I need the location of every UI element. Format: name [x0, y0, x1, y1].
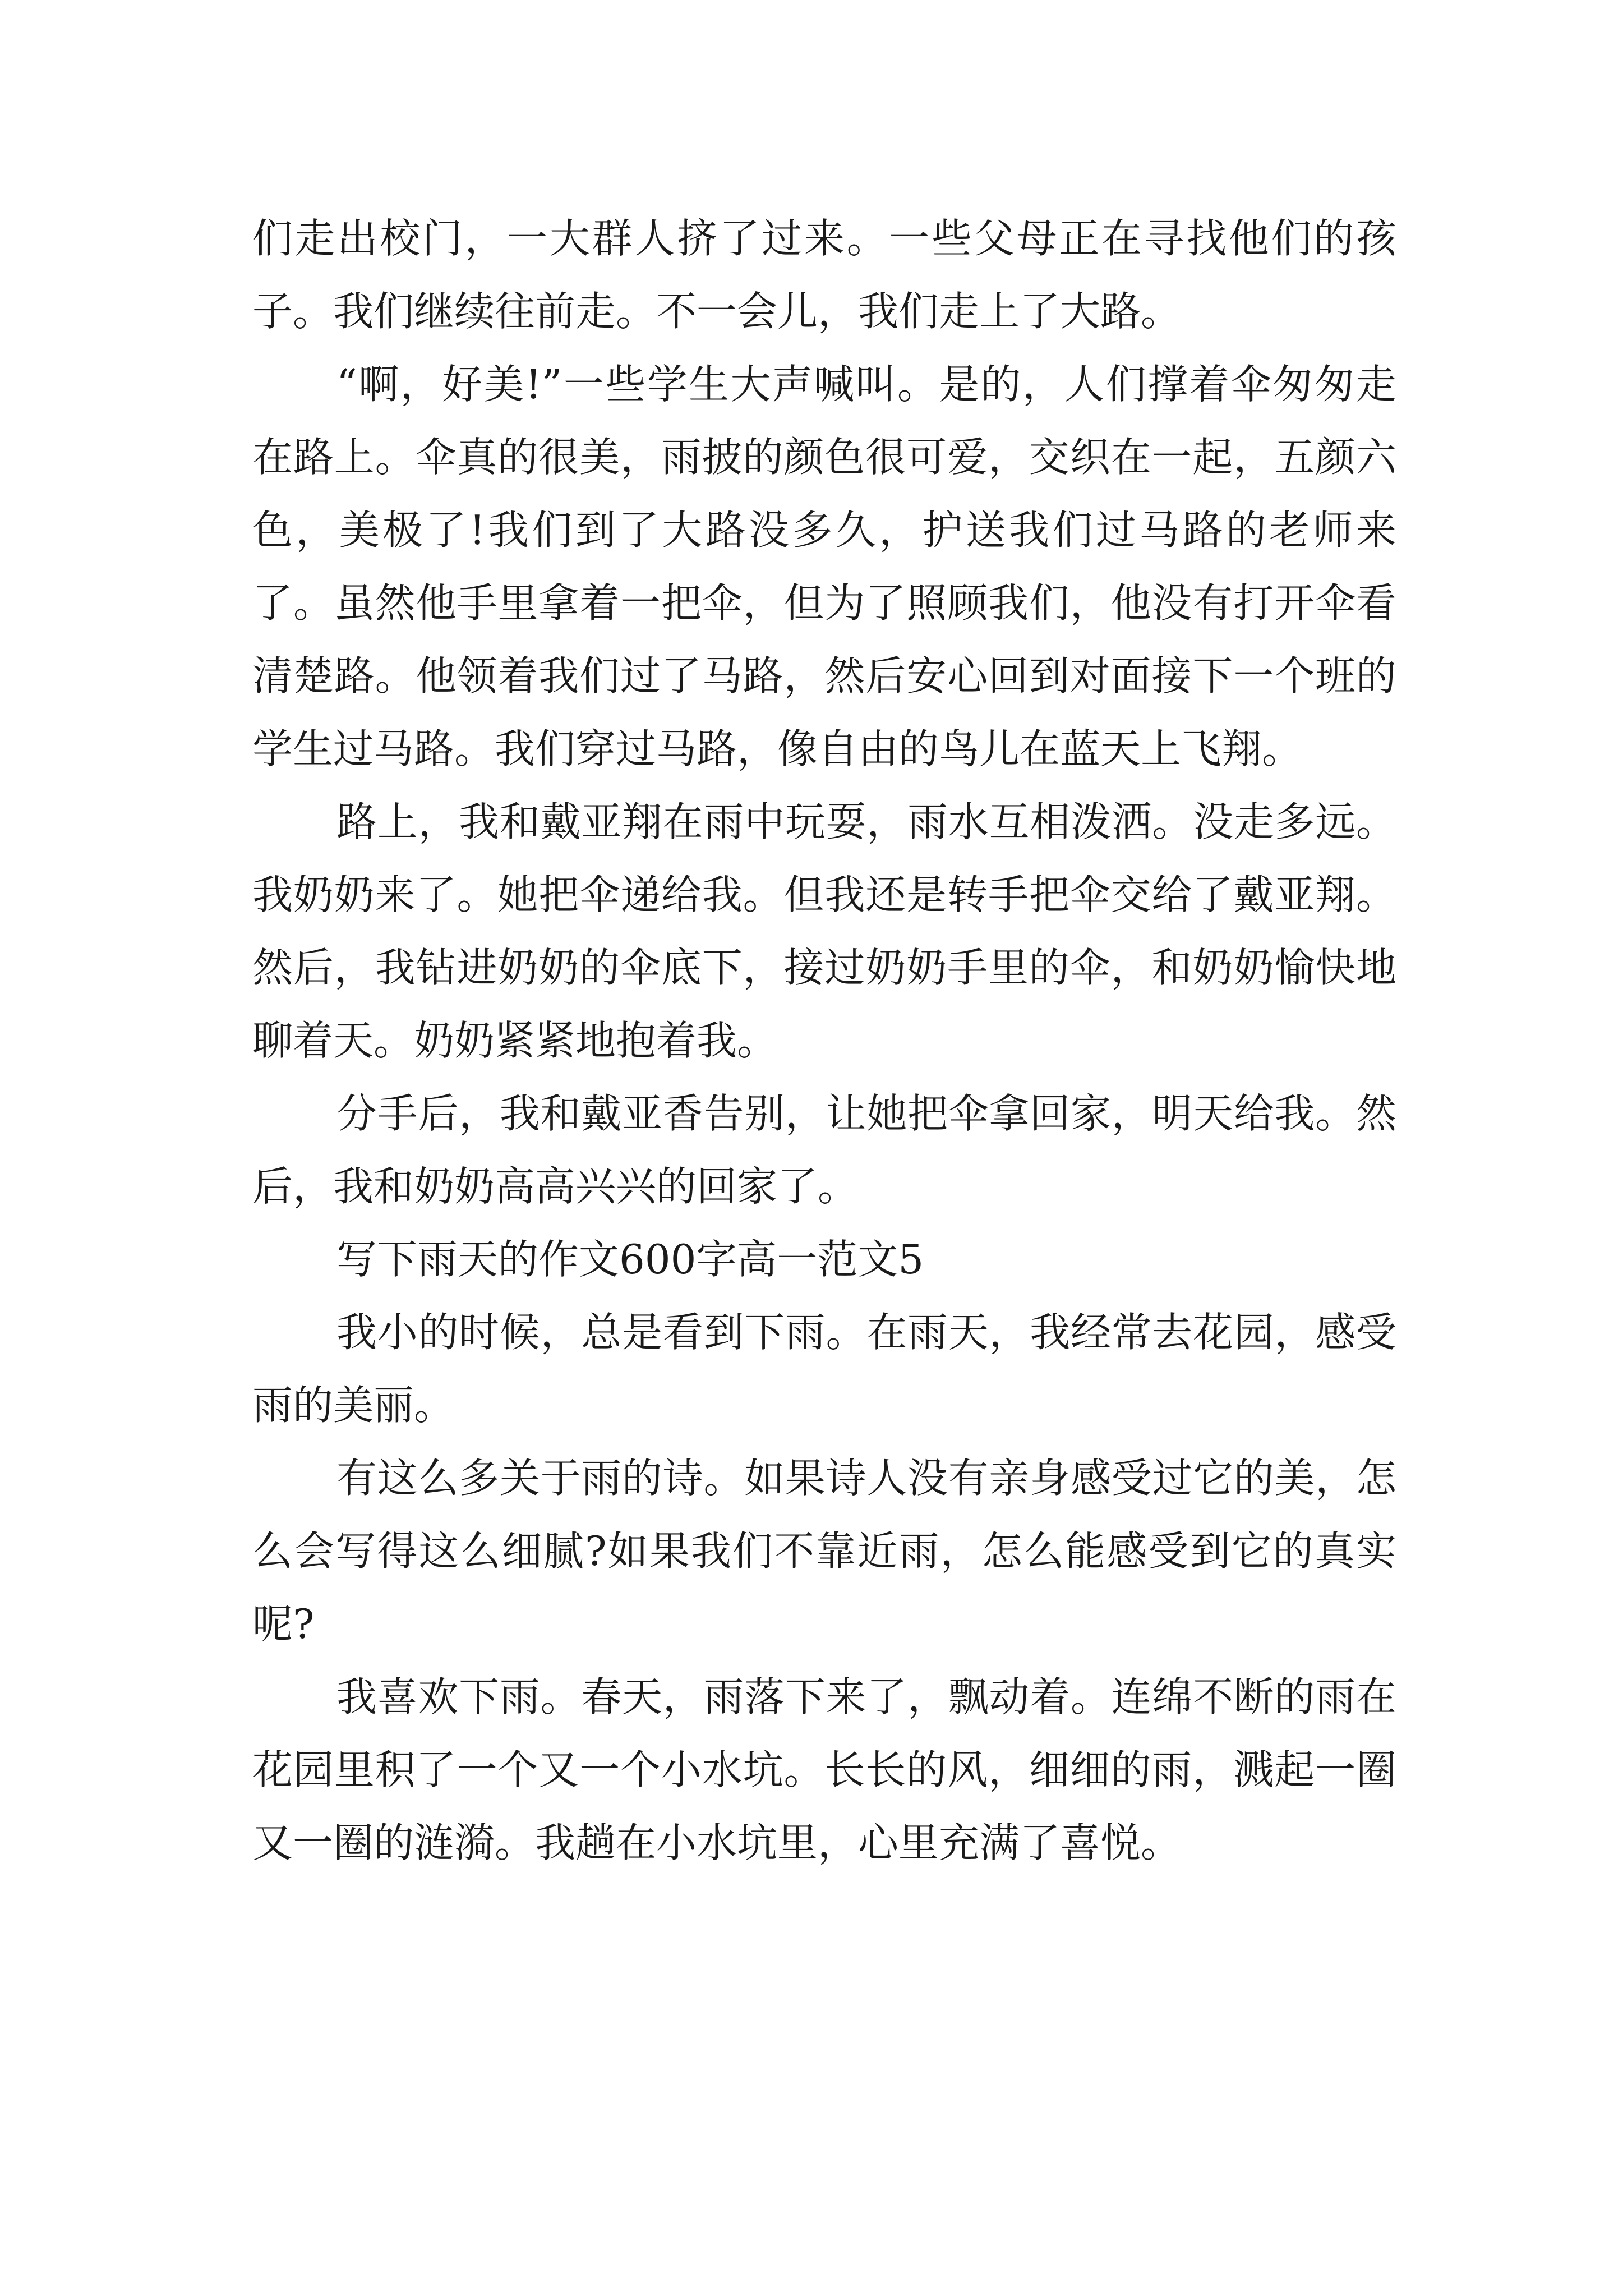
paragraph: 路上，我和戴亚翔在雨中玩耍，雨水互相泼洒。没走多远。我奶奶来了。她把伞递给我。但我还是转手把伞交给了戴亚翔。然后，我钻进奶奶的伞底下，接过奶奶手里的伞，和奶奶愉快地聊着天。奶奶紧紧地抱着我。	[252, 798, 1396, 1064]
paragraph-continued: 们走出校门，一大群人挤了过来。一些父母正在寻找他们的孩子。我们继续往前走。不一会儿，我们走上了大路。	[252, 215, 1396, 335]
paragraph: 我小的时候，总是看到下雨。在雨天，我经常去花园，感受雨的美丽。	[252, 1309, 1396, 1429]
paragraph: 分手后，我和戴亚香告别，让她把伞拿回家，明天给我。然后，我和奶奶高高兴兴的回家了。	[252, 1090, 1396, 1210]
paragraph: 我喜欢下雨。春天，雨落下来了，飘动着。连绵不断的雨在花园里积了一个又一个小水坑。长长的风，细细的雨，溅起一圈又一圈的涟漪。我趟在小水坑里，心里充满了喜悦。	[252, 1673, 1396, 1866]
essay-body	[252, 202, 1396, 1879]
paragraph: 有这么多关于雨的诗。如果诗人没有亲身感受过它的美，怎么会写得这么细腻?如果我们不靠近雨，怎么能感受到它的真实呢?	[252, 1455, 1396, 1648]
paragraph: “啊，好美!”一些学生大声喊叫。是的，人们撑着伞匆匆走在路上。伞真的很美，雨披的颜色很可爱，交织在一起，五颜六色，美极了!我们到了大路没多久，护送我们过马路的老师来了。虽然他手里拿着一把伞，但为了照顾我们，他没有打开伞看清楚路。他领着我们过了马路，然后安心回到对面接下一个班的学生过马路。我们穿过马路，像自由的鸟儿在蓝天上飞翔。	[252, 361, 1396, 772]
essay-heading: 写下雨天的作文600字高一范文5	[336, 1236, 924, 1283]
